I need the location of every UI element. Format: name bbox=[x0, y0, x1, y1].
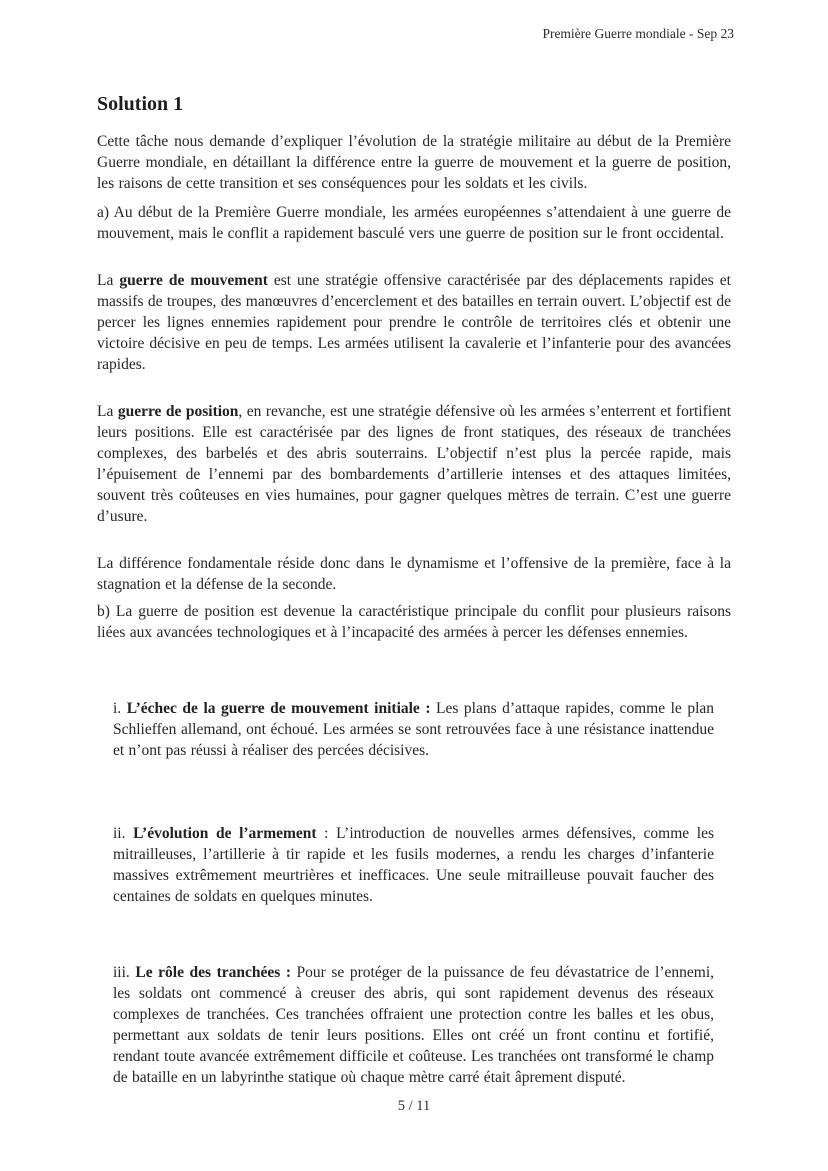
item-ii-bold-term: L’évolution de l’armement bbox=[133, 825, 317, 842]
paragraph-difference-text: La différence fondamentale réside donc dans le dynamisme et l’offensive de la première, face à la stagnation et la défense de la seconde. bbox=[97, 555, 731, 593]
running-header-text: Première Guerre mondiale - Sep 23 bbox=[542, 26, 734, 41]
movement-prefix: La bbox=[97, 272, 120, 289]
paragraph-war-of-position bbox=[97, 401, 731, 527]
item-ii-rest: : L’introduction de nouvelles armes défensives, comme les mitrailleuses, l’artillerie à tir rapide et les fusils modernes, a rendu les charges d’infanterie massives extrêmement meurtrières et inefficaces. Une seule mitrailleuse pouvait faucher des centaines de soldats en quelques minutes. bbox=[113, 825, 714, 905]
movement-bold-term: guerre de mouvement bbox=[119, 272, 268, 289]
paragraph-point-b bbox=[97, 601, 731, 643]
solution-title: Solution 1 bbox=[97, 93, 184, 115]
list-item-ii bbox=[113, 823, 714, 907]
list-item-iii bbox=[113, 962, 714, 1088]
item-i-marker: i. bbox=[113, 700, 127, 717]
position-bold-term: guerre de position bbox=[117, 403, 239, 420]
position-prefix: La bbox=[97, 403, 118, 420]
paragraph-point-a bbox=[97, 202, 731, 244]
paragraph-war-of-movement bbox=[97, 270, 731, 375]
paragraph-intro-text: Cette tâche nous demande d’expliquer l’évolution de la stratégie militaire au début de la Première Guerre mondiale, en détaillant la différence entre la guerre de mouvement et la guerre de position, les raisons de cette transition et ses conséquences pour les soldats et les civils. bbox=[97, 133, 731, 192]
paragraph-intro bbox=[97, 131, 731, 194]
document-content bbox=[97, 92, 731, 1088]
paragraph-point-b-text: b) La guerre de position est devenue la caractéristique principale du conflit pour plusieurs raisons liées aux avancées technologiques et à l’incapacité des armées à percer les défenses ennemies. bbox=[97, 603, 731, 641]
item-iii-marker: iii. bbox=[113, 964, 136, 981]
item-iii-bold-term: Le rôle des tranchées : bbox=[135, 964, 291, 981]
item-i-bold-term: L’échec de la guerre de mouvement initiale : bbox=[126, 700, 431, 717]
page-number: 5 / 11 bbox=[397, 1098, 431, 1114]
list-item-i bbox=[113, 698, 714, 761]
item-ii-marker: ii. bbox=[113, 825, 134, 842]
movement-rest: est une stratégie offensive caractérisée par des déplacements rapides et massifs de troupes, des manœuvres d’encerclement et des batailles en terrain ouvert. L’objectif est de percer les lignes ennemies rapidement pour prendre le contrôle de territoires clés et obtenir une victoire décisive en peu de temps. Les armées utilisent la cavalerie et l’infanterie pour des avancées rapides. bbox=[97, 272, 731, 373]
paragraph-point-a-text: a) Au début de la Première Guerre mondiale, les armées européennes s’attendaient à une guerre de mouvement, mais le conflit a rapidement basculé vers une guerre de position sur le front occidental. bbox=[97, 204, 731, 242]
running-header bbox=[97, 26, 734, 42]
paragraph-difference bbox=[97, 553, 731, 595]
page-footer bbox=[0, 1097, 828, 1115]
item-i-rest: Les plans d’attaque rapides, comme le plan Schlieffen allemand, ont échoué. Les armées se sont retrouvées face à une résistance inattendue et n’ont pas réussi à réaliser des percées décisives. bbox=[113, 700, 715, 759]
position-rest: , en revanche, est une stratégie défensive où les armées s’enterrent et fortifient leurs positions. Elle est caractérisée par des lignes de front statiques, des réseaux de tranchées complexes, des barbelés et des abris souterrains. L’objectif n’est plus la percée rapide, mais l’épuisement de l’ennemi par des bombardements d’artillerie intenses et des attaques limitées, souvent très coûteuses en vies humaines, pour gagner quelques mètres de terrain. C’est une guerre d’usure. bbox=[97, 403, 731, 525]
item-iii-rest: Pour se protéger de la puissance de feu dévastatrice de l’ennemi, les soldats ont commencé à creuser des abris, qui sont rapidement devenus des réseaux complexes de tranchées. Ces tranchées offraient une protection contre les balles et les obus, permettant aux soldats de tenir leurs positions. Elles ont créé un front continu et fortifié, rendant toute avancée extrêmement difficile et coûteuse. Les tranchées ont transformé le champ de bataille en un labyrinthe statique où chaque mètre carré était âprement disputé. bbox=[113, 964, 715, 1086]
